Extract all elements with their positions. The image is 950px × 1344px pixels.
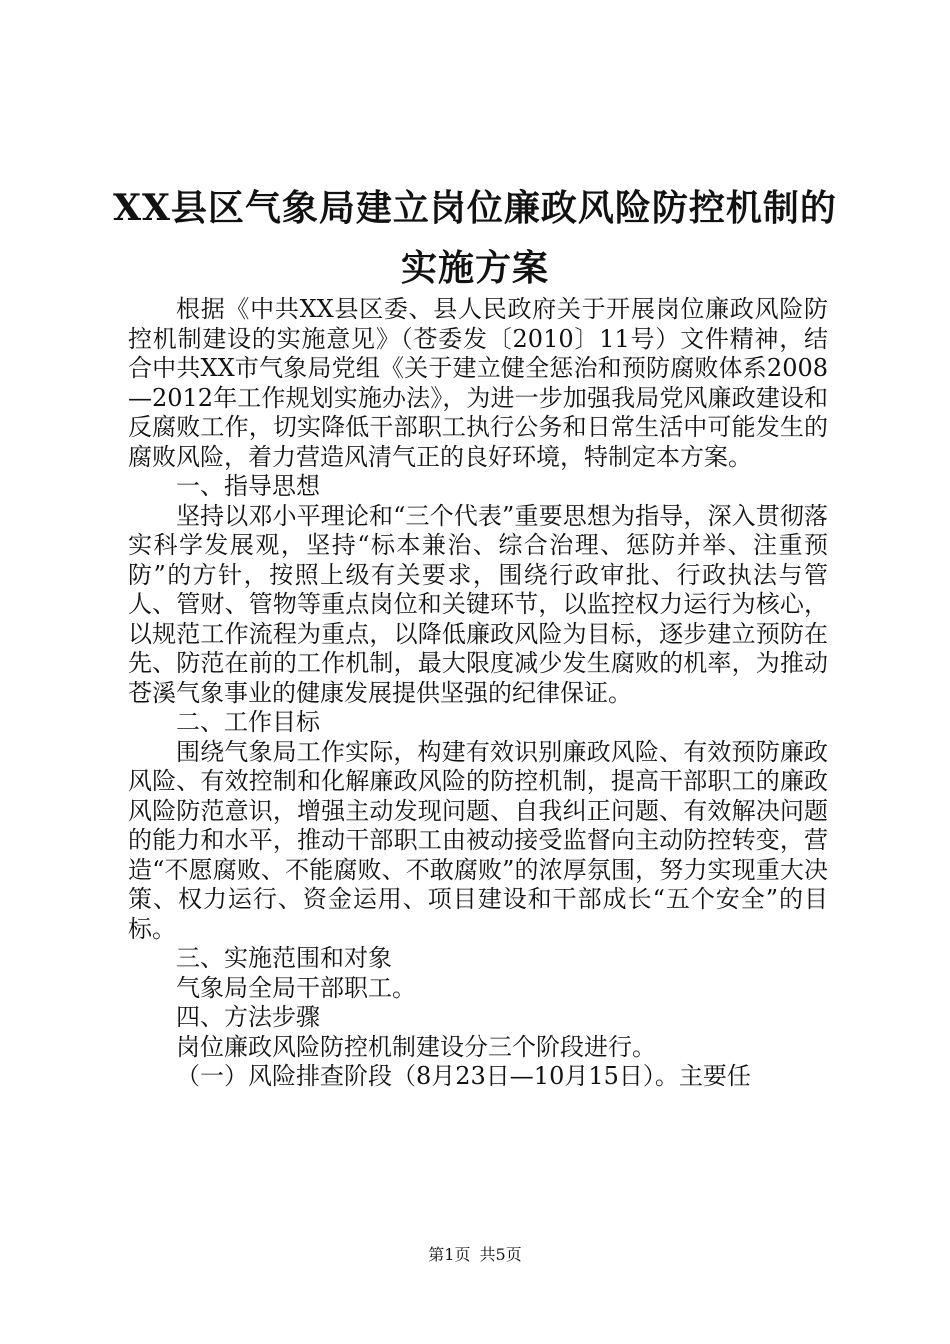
page-total: 共5页	[479, 1245, 522, 1264]
paragraph-scope: 气象局全局干部职工。	[176, 973, 416, 1002]
section-heading-work-goals: 二、工作目标	[176, 708, 320, 736]
page-footer	[0, 1244, 950, 1266]
document-title-line-2: 实施方案	[400, 247, 549, 289]
paragraph-methods: 岗位廉政风险防控机制建设分三个阶段进行。	[176, 1032, 656, 1061]
paragraph-intro: 根据《中共XX县区委、县人民政府关于开展岗位廉政风险防控机制建设的实施意见》（苍委发〔2010〕11号）文件精神，结合中共XX市气象局党组《关于建立健全惩治和预防腐败体系2008—2012年工作规划实施办法》，为进一步加强我局党风廉政建设和反腐败工作，切实降低干部职工执行公务和日常生活中可能发生的腐败风险，着力营造风清气正的良好环境，特制定本方案。	[128, 295, 828, 471]
document-title-line-1: XX县区气象局建立岗位廉政风险防控机制的	[113, 187, 837, 229]
section-heading-methods: 四、方法步骤	[176, 1003, 320, 1031]
paragraph-work-goals: 围绕气象局工作实际，构建有效识别廉政风险、有效预防廉政风险、有效控制和化解廉政风险的防控机制，提高干部职工的廉政风险防范意识，增强主动发现问题、自我纠正问题、有效解决问题的能力和水平，推动干部职工由被动接受监督向主动防控转变，营造“不愿腐败、不能腐败、不敢腐败”的浓厚氛围，努力实现重大决策、权力运行、资金运用、项目建设和干部成长“五个安全”的目标。	[128, 737, 828, 943]
paragraph-guiding-ideology: 坚持以邓小平理论和“三个代表”重要思想为指导，深入贯彻落实科学发展观，坚持“标本兼治、综合治理、惩防并举、注重预防”的方针，按照上级有关要求，围绕行政审批、行政执法与管人、管财、管物等重点岗位和关键环节，以监控权力运行为核心，以规范工作流程为重点，以降低廉政风险为目标，逐步建立预防在先、防范在前的工作机制，最大限度减少发生腐败的机率，为推动苍溪气象事业的健康发展提供坚强的纪律保证。	[128, 501, 828, 707]
document-body	[128, 295, 828, 1092]
page-number: 第1页	[428, 1245, 471, 1264]
section-heading-scope: 三、实施范围和对象	[176, 944, 392, 972]
section-heading-guiding-ideology: 一、指导思想	[176, 472, 320, 500]
paragraph-phase-one: （一）风险排查阶段（8月23日—10月15日）。主要任	[176, 1062, 751, 1090]
